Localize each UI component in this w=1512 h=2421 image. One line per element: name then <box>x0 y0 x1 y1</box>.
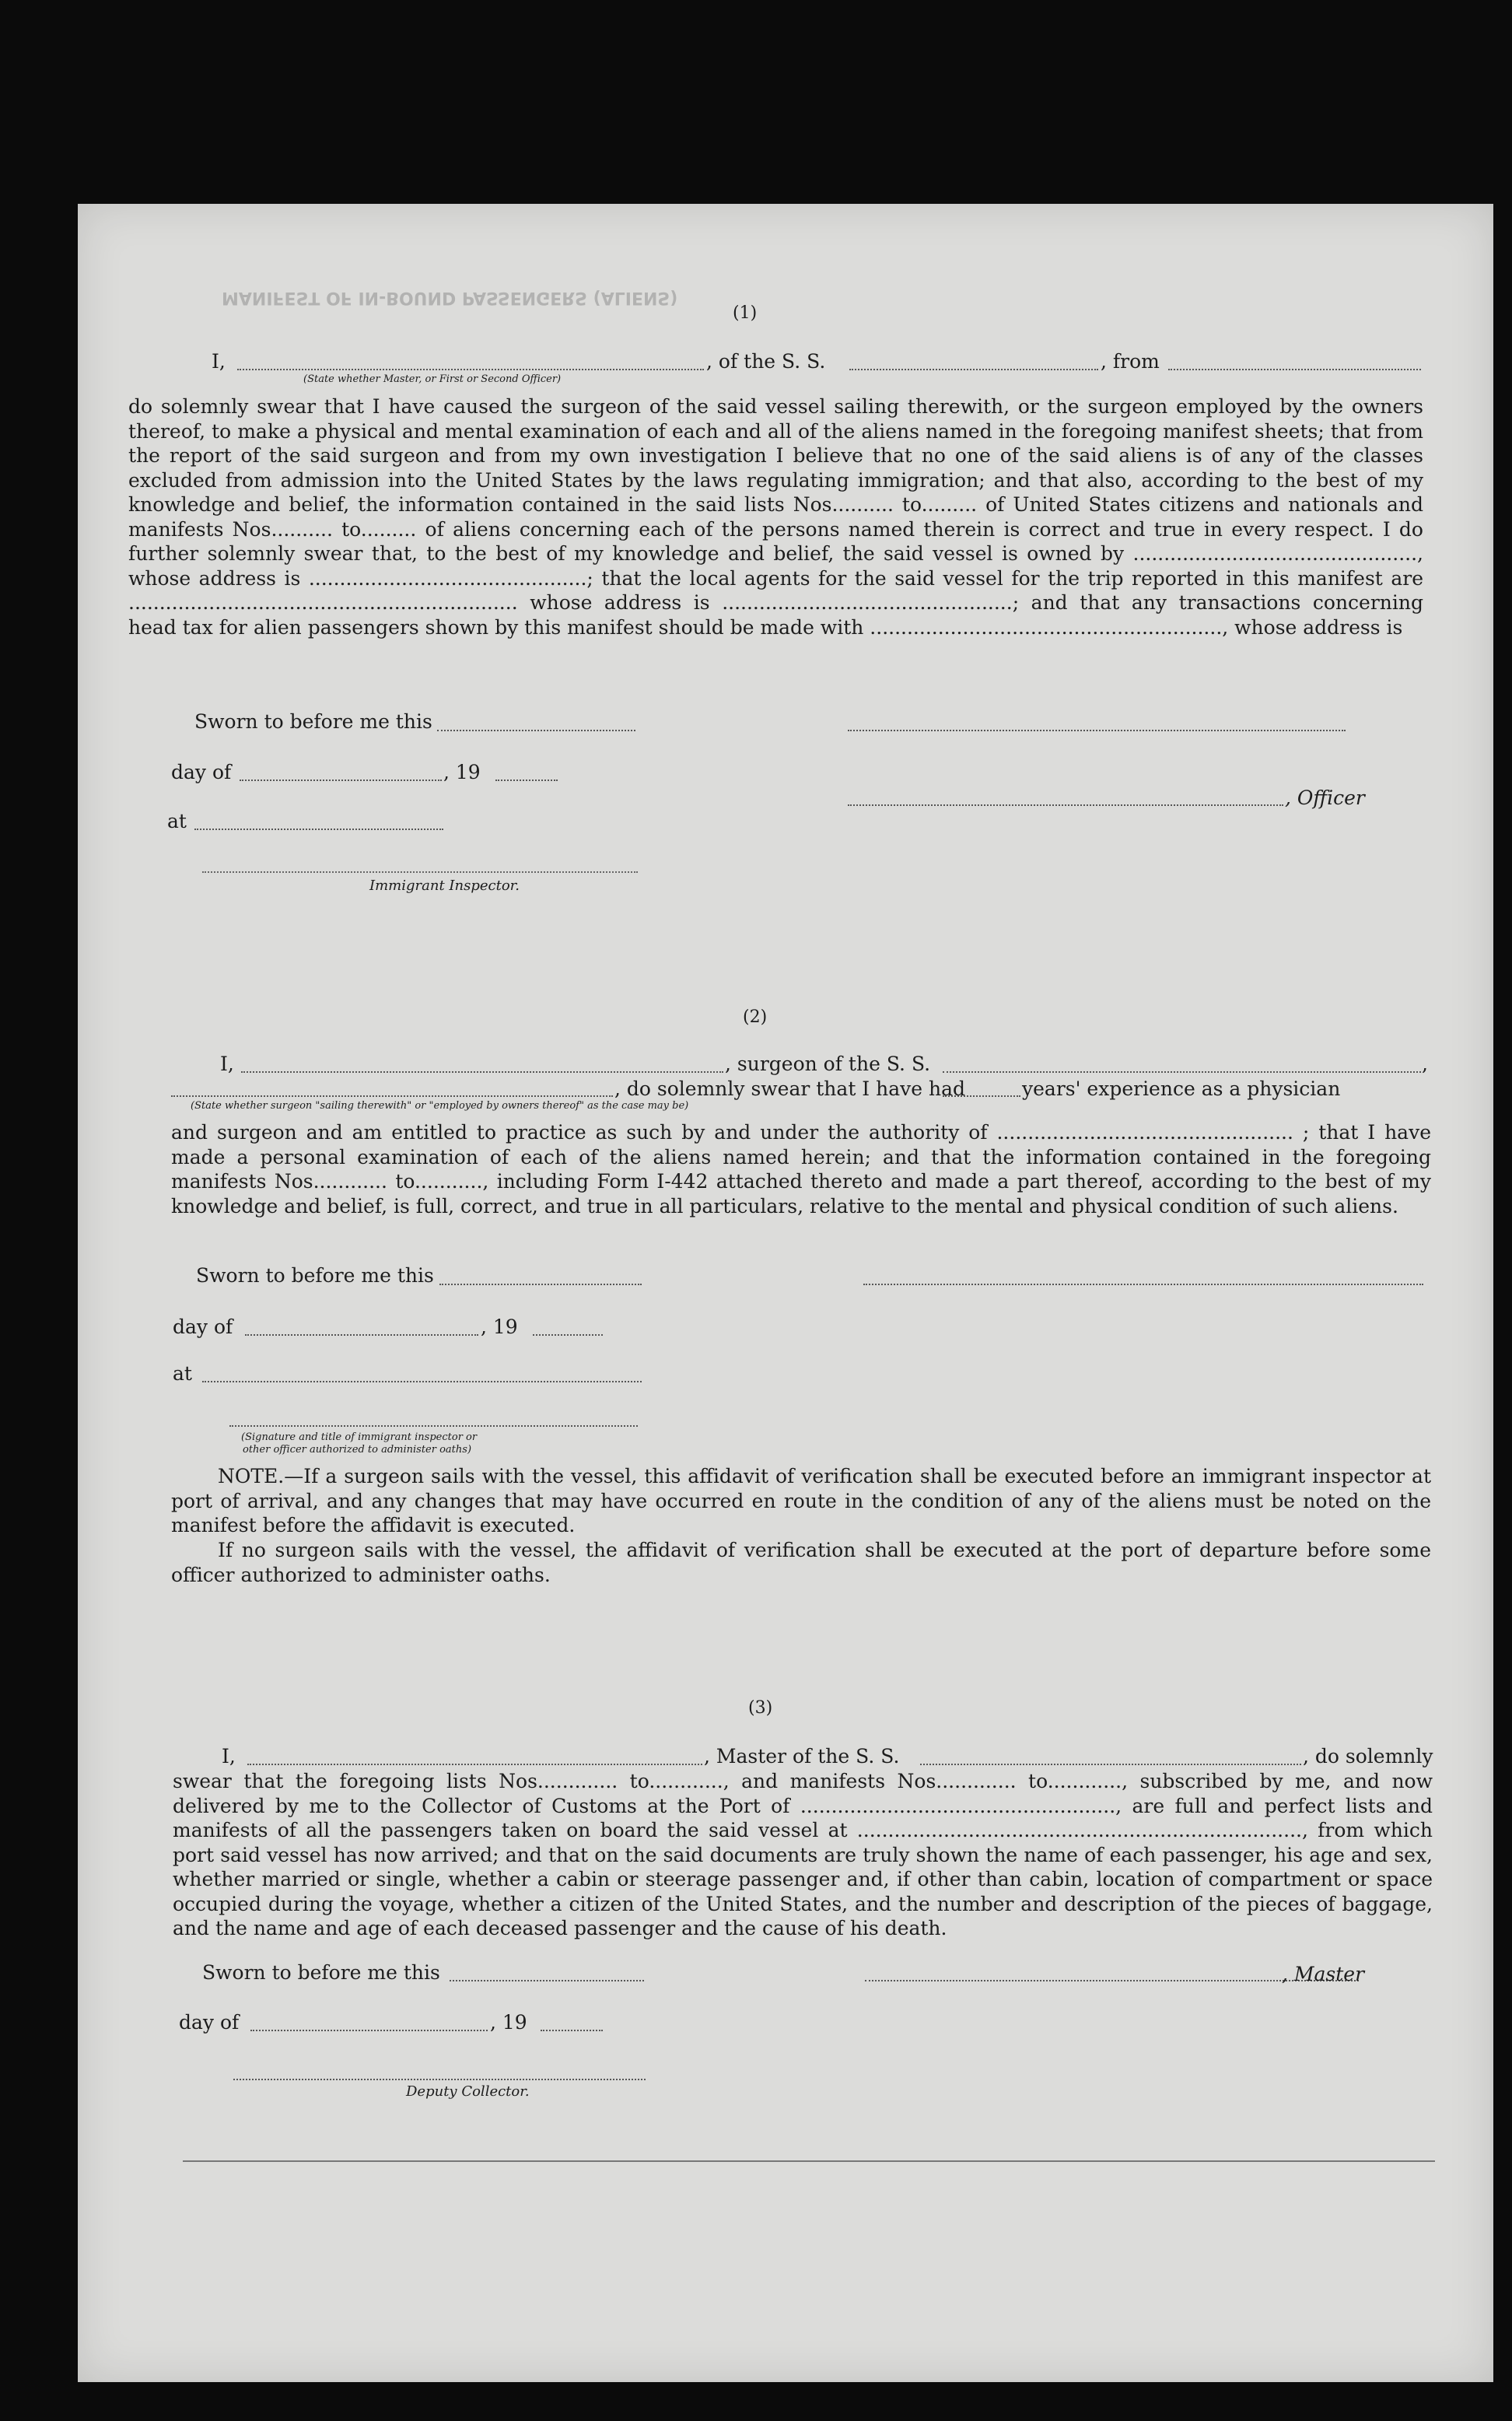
s2-day-field[interactable] <box>245 1334 478 1336</box>
s1-sworn-label: Sworn to before me this <box>194 710 432 733</box>
s3-master-label-sig: , Master <box>1282 1963 1365 1985</box>
s1-year-label: , 19 <box>443 761 481 783</box>
page-bottom-rule <box>183 2160 1435 2162</box>
s1-day-of-label: day of <box>171 761 232 783</box>
s1-inspector-line <box>202 871 638 873</box>
s2-day-of-label: day of <box>173 1316 233 1338</box>
s3-deputy-label: Deputy Collector. <box>406 2083 530 2100</box>
s1-oath-paragraph: do solemnly swear that I have caused the surgeon of the said vessel sailing therewith, or the surgeon employed by the owners thereof, to make a physical and mental examination of each and all of the aliens named in the foregoing manifest sheets; that from the report of the said surgeon and from my own investigation I believe that no one of the said aliens is of any of the classes excluded from admission into the United States by the laws regulating immigration; and that also, according to the best of my knowledge and belief, the information contained in the said lists Nos.......... to......... of United States citizens and nationals and manifests Nos.......... to......... of aliens concerning each of the persons named therein is correct and true in every respect. I do further solemnly swear that, to the best of my knowledge and belief, the said vessel is owned by .............................................., whose address is .............................................; that the local agents for the said vessel for the trip reported in this manifest are ............................................................... whose address is ...............................................; and that any transactions concerning head tax for alien passengers shown by this manifest should be made with ........................................................., whose address is <box>128 395 1423 639</box>
s2-oath-paragraph: and surgeon and am entitled to practice as such by and under the authority of ................................................ ; that I have made a personal examination of each of the aliens named herein; and that the information contained in the foregoing manifests Nos............ to..........., including Form I-442 attached thereto and made a part thereof, according to the best of my knowledge and belief, is full, correct, and true in all particulars, relative to the mental and physical condition of such aliens. <box>171 1121 1431 1218</box>
s3-i-label: I, <box>222 1745 236 1768</box>
s3-sworn-label: Sworn to before me this <box>202 1961 440 1984</box>
s2-year-label: , 19 <box>481 1316 518 1338</box>
s2-at-label: at <box>173 1362 192 1385</box>
s3-day-of-label: day of <box>179 2011 240 2034</box>
s2-name-field[interactable] <box>241 1071 723 1073</box>
s3-solemnly-label: , do solemnly <box>1303 1745 1433 1768</box>
s3-year-label: , 19 <box>490 2011 527 2034</box>
s1-at-field[interactable] <box>194 829 443 830</box>
s2-sig-note-2: other officer authorized to administer oaths) <box>243 1444 472 1456</box>
s1-name-field[interactable] <box>237 369 704 370</box>
s3-day-field[interactable] <box>250 2030 488 2031</box>
s2-sworn-label: Sworn to before me this <box>196 1264 434 1287</box>
s2-surgeon-subnote: (State whether surgeon "sailing therewith" or "employed by owners thereof" as the case may be) <box>191 1100 689 1112</box>
s2-signature-field[interactable] <box>863 1284 1423 1285</box>
s3-deputy-signature-line[interactable] <box>233 2079 646 2080</box>
s2-note-paragraph-2: If no surgeon sails with the vessel, the affidavit of verification shall be executed at the port of departure before some officer authorized to administer oaths. <box>171 1539 1431 1586</box>
s2-year-field[interactable] <box>533 1334 603 1336</box>
s3-master-label: , Master of the S. S. <box>704 1745 900 1768</box>
s2-surgeon-label: , surgeon of the S. S. <box>725 1053 931 1075</box>
s1-officer-subnote: (State whether Master, or First or Second Officer) <box>303 373 562 385</box>
s2-inspector-signature-line[interactable] <box>229 1425 638 1427</box>
s1-officer-field[interactable] <box>848 804 1283 806</box>
s2-sig-note-1: (Signature and title of immigrant inspector or <box>241 1431 478 1443</box>
s1-day-field[interactable] <box>240 780 442 781</box>
s2-at-field[interactable] <box>202 1381 642 1382</box>
s3-oath-paragraph: swear that the foregoing lists Nos............. to............, and manifests Nos............. to............, subscribed by me, and now delivered by me to the Collector of Customs at the Port of ..................................................., are full and perfect lists and manifests of all the passengers taken on board the said vessel at ........................................................................, from which port said vessel has now arrived; and that on the said documents are truly shown the name of each passenger, his age and sex, whether married or single, whether a cabin or steerage passenger and, if other than cabin, location of compartment or space occupied during the voyage, whether a citizen of the United States, and the number and description of the pieces of baggage, and the name and age of each deceased passenger and the cause of his death. <box>173 1770 1433 1939</box>
s2-years-field[interactable] <box>943 1095 1020 1097</box>
s3-sworn-field[interactable] <box>450 1980 644 1981</box>
s2-comma: , <box>1422 1053 1428 1075</box>
s2-note-paragraph-1: NOTE.—If a surgeon sails with the vessel, this affidavit of verification shall be executed before an immigrant inspector at port of arrival, and any changes that may have occurred en route in the condition of any of the aliens must be noted on the manifest before the affidavit is executed. <box>171 1465 1431 1536</box>
section-3-number: (3) <box>748 1698 773 1718</box>
s1-i-label: I, <box>212 350 226 373</box>
s1-officer-label: , Officer <box>1285 787 1365 809</box>
s2-i-label: I, <box>220 1053 234 1075</box>
s1-signature-field[interactable] <box>848 730 1346 731</box>
s1-ship-field[interactable] <box>849 369 1098 370</box>
bleed-through-header: MANIFEST OF IN-BOUND PASSENGERS (ALIENS) <box>222 288 678 307</box>
s1-from-field[interactable] <box>1168 369 1421 370</box>
s3-name-field[interactable] <box>247 1764 702 1765</box>
document-page <box>78 204 1493 2382</box>
s3-ship-field[interactable] <box>920 1764 1301 1765</box>
s2-swear-label: , do solemnly swear that I have had <box>614 1077 966 1100</box>
s2-sworn-field[interactable] <box>439 1284 642 1285</box>
s2-ship-field[interactable] <box>943 1071 1421 1073</box>
s1-from-label: , from <box>1101 350 1160 373</box>
section-1-number: (1) <box>733 303 758 323</box>
s1-at-label: at <box>167 810 187 832</box>
s1-inspector-label: Immigrant Inspector. <box>369 878 520 894</box>
s1-sworn-field[interactable] <box>437 730 635 731</box>
s2-sailing-field[interactable] <box>171 1095 613 1097</box>
section-2-number: (2) <box>743 1007 768 1027</box>
s1-of-ss-label: , of the S. S. <box>706 350 826 373</box>
s3-year-field[interactable] <box>541 2030 603 2031</box>
s2-years-label: years' experience as a physician <box>1022 1077 1341 1100</box>
s1-year-field[interactable] <box>495 780 558 781</box>
